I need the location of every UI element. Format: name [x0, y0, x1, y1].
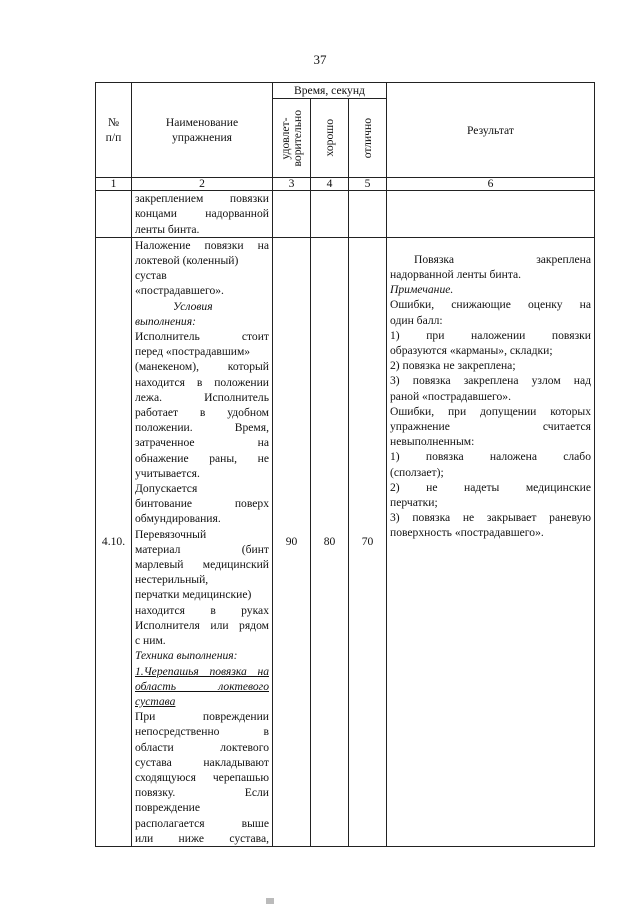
text-line: повязку. Если: [135, 786, 269, 800]
text-line: Наложение повязки на: [135, 238, 269, 252]
column-number: 4: [311, 178, 349, 191]
text-line: Исполнителя или рядом: [135, 618, 269, 632]
text-line: раной «пострадавшего».: [390, 389, 511, 403]
text-line: обмундирования.: [135, 512, 221, 526]
header-good: [311, 99, 349, 178]
text-line: или ниже сустава,: [135, 831, 269, 845]
text-line: положении. Время,: [135, 421, 269, 435]
text-line: находится в руках: [135, 603, 269, 617]
text-line: (манекеном), который: [135, 360, 269, 374]
text-line: Ошибки, снижающие оценку на: [390, 298, 591, 312]
text-line: один балл:: [390, 313, 443, 327]
column-number: 2: [132, 178, 273, 191]
header-time: Время, секунд: [273, 83, 387, 99]
text-line: нестерильный,: [135, 573, 209, 587]
header-name-text: Наименование упражнения: [165, 115, 239, 145]
text-line: находится в положении: [135, 375, 269, 389]
exercise-row: [96, 237, 595, 846]
text-line: упражнение считается: [390, 420, 591, 434]
text-line: выполнения:: [135, 314, 196, 328]
text-line: Примечание.: [390, 283, 454, 297]
column-number: 6: [387, 178, 595, 191]
text-line: Повязка закреплена: [414, 252, 591, 266]
text-line: 1.Черепашья повязка на: [135, 664, 269, 678]
text-line: непосредственно в: [135, 725, 269, 739]
text-line: Техника выполнения:: [135, 649, 238, 663]
score-satisfactory: 90: [273, 237, 311, 846]
column-number: 5: [349, 178, 387, 191]
column-numbers-row: [96, 178, 595, 191]
header-name: [132, 83, 273, 178]
text-line: «пострадавшего».: [135, 284, 224, 298]
text-line: перчатки;: [390, 496, 438, 510]
text-line: сходящуюся черепашью: [135, 770, 269, 784]
header-good-text: хорошо: [322, 119, 336, 157]
text-line: сустав: [135, 269, 167, 283]
text-line: работает в удобном: [135, 406, 269, 420]
text-line: располагается выше: [135, 816, 269, 830]
text-line: 2) не надеты медицинские: [390, 480, 591, 494]
text-line: При повреждении: [135, 710, 269, 724]
text-line: Условия: [173, 299, 213, 313]
text-line: невыполненным:: [390, 435, 475, 449]
header-result: Результат: [387, 83, 595, 178]
exercise-result: [387, 237, 595, 846]
text-line: закреплением повязки: [135, 192, 269, 206]
exercise-number: 4.10.: [96, 237, 132, 846]
text-line: марлевый медицинский: [135, 558, 269, 572]
exercise-name: [132, 237, 273, 846]
text-line: область локтевого: [135, 679, 269, 693]
text-line: 3) повязка закреплена узлом над: [390, 374, 591, 388]
text-line: сустава: [135, 694, 176, 708]
header-satisfactory-text: удовлет- ворительно: [278, 109, 304, 167]
score-excellent: 70: [349, 237, 387, 846]
text-line: надорванной ленты бинта.: [390, 268, 522, 282]
page-number: 37: [313, 52, 327, 67]
continuation-text: [132, 191, 273, 238]
text-line: области локтевого: [135, 740, 269, 754]
text-line: концами надорванной: [135, 207, 269, 221]
exercise-table: [95, 82, 595, 847]
header-number: [96, 83, 132, 178]
text-line: перед «пострадавшим»: [135, 345, 251, 359]
text-line: 2) повязка не закреплена;: [390, 359, 516, 373]
scan-artifact: [266, 898, 274, 904]
text-line: учитывается.: [135, 466, 200, 480]
header-excellent: [349, 99, 387, 178]
text-line: 1) при наложении повязки: [390, 328, 591, 342]
text-line: лежа. Исполнитель: [135, 390, 269, 404]
text-line: обнажение раны, не: [135, 451, 269, 465]
text-line: образуются «карманы», складки;: [390, 344, 553, 358]
header-excellent-text: отлично: [360, 118, 374, 159]
text-line: Перевязочный: [135, 527, 207, 541]
text-line: сустава накладывают: [135, 755, 269, 769]
text-line: повреждение: [135, 801, 201, 815]
header-number-text: № п/п: [105, 115, 122, 145]
text-line: материал (бинт: [135, 542, 269, 556]
text-line: затраченное на: [135, 436, 269, 450]
text-line: Ошибки, при допущении которых: [390, 404, 591, 418]
text-line: бинтование поверх: [135, 497, 269, 511]
header-satisfactory: [273, 99, 311, 178]
text-line: (сползает);: [390, 465, 444, 479]
text-line: ленты бинта.: [135, 222, 200, 236]
text-line: Исполнитель стоит: [135, 330, 269, 344]
column-number: 1: [96, 178, 132, 191]
text-line: 1) повязка наложена слабо: [390, 450, 591, 464]
text-line: локтевой (коленный): [135, 254, 239, 268]
score-good: 80: [311, 237, 349, 846]
text-line: 3) повязка не закрывает раневую: [390, 511, 591, 525]
continuation-row: [96, 191, 595, 238]
text-line: поверхность «пострадавшего».: [390, 526, 544, 540]
column-number: 3: [273, 178, 311, 191]
text-line: с ним.: [135, 634, 166, 648]
text-line: перчатки медицинские): [135, 588, 252, 602]
text-line: Допускается: [135, 482, 198, 496]
